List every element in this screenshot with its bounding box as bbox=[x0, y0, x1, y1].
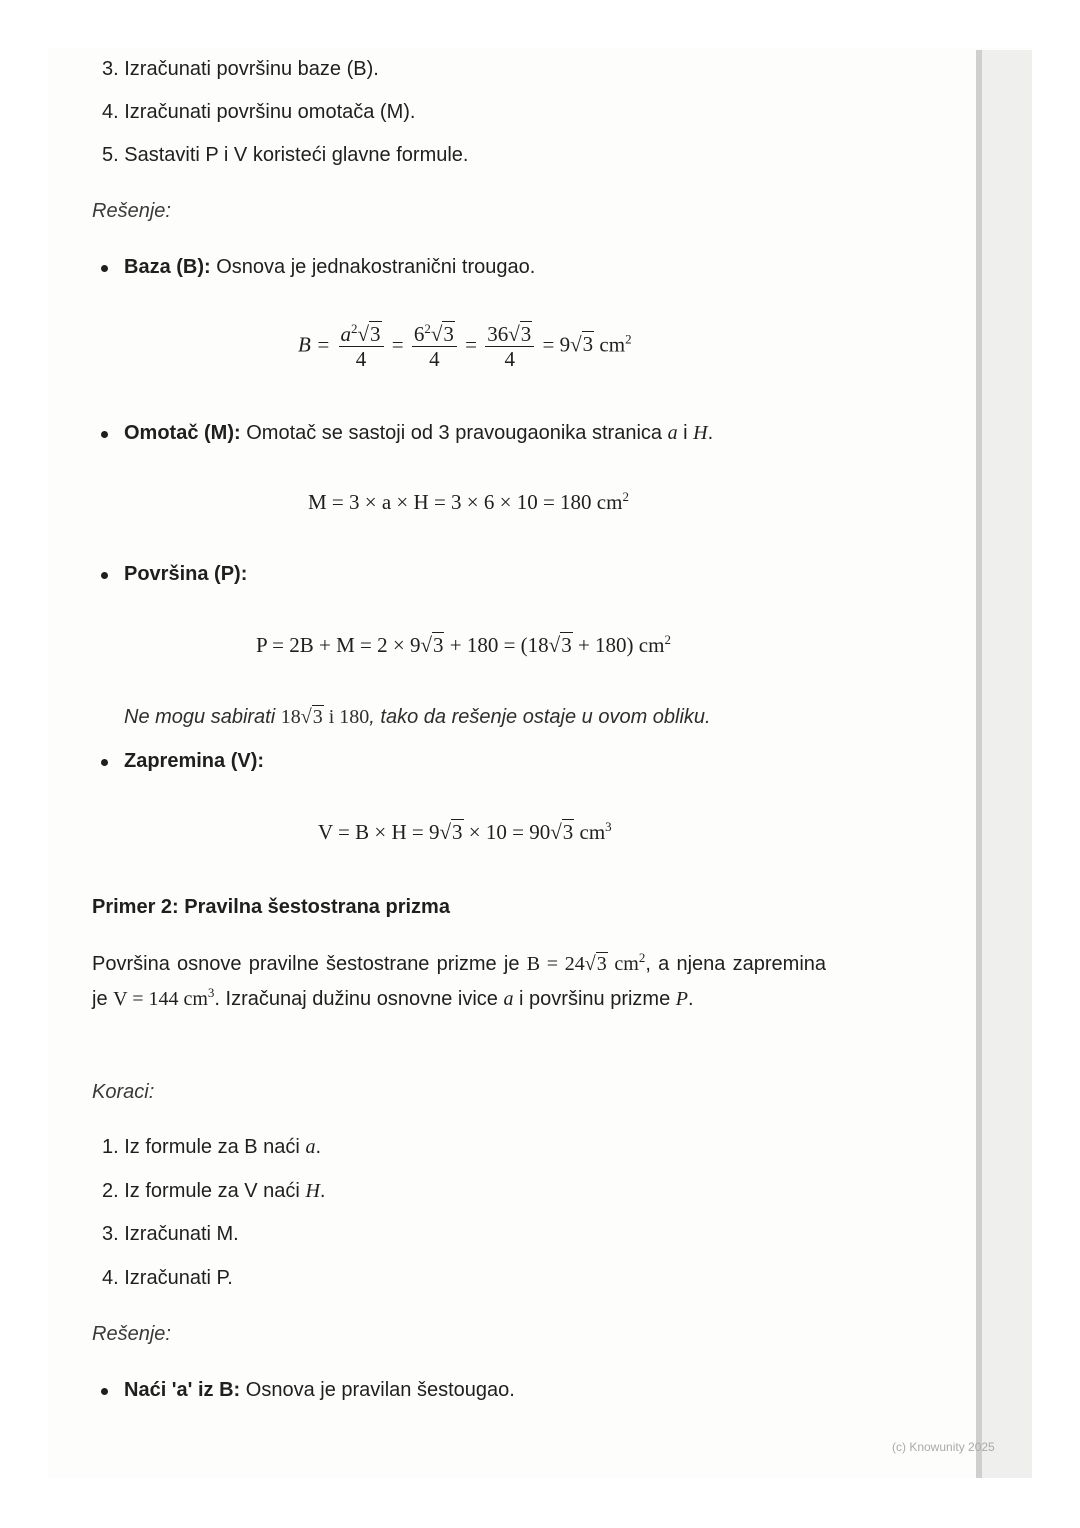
bullet-zapremina: Zapremina (V): bbox=[124, 750, 265, 772]
list-item: 4. Izračunati P. bbox=[102, 1267, 233, 1289]
footer-copyright: (c) Knowunity 2025 bbox=[892, 1440, 995, 1454]
example-paragraph: Površina osnove pravilne šestostrane prizme je B = 24√3 $cm^2$, a njena zapremina je V = 144 $cm^3$. Izračunaj dužinu osnovne ivice a i površinu prizme P. bbox=[92, 950, 827, 1010]
example-title: Primer 2: Pravilna šestostrana prizma bbox=[92, 896, 450, 918]
scrollbar[interactable] bbox=[976, 50, 1032, 1478]
list-item: 2. Iz formule za V naći H. bbox=[102, 1180, 326, 1202]
bullet-icon bbox=[101, 572, 108, 579]
formula-volume: V = B × H = 9√3 × 10 = 90√3 $cm^3$ bbox=[318, 819, 612, 844]
solution-label: Rešenje: bbox=[92, 200, 171, 222]
list-item: 4. Izračunati površinu omotača (M). bbox=[102, 101, 416, 123]
bullet-icon bbox=[101, 265, 108, 272]
bullet-povrsina: Površina (P): bbox=[124, 563, 248, 585]
formula-lateral-area: M = 3 × a × H = 3 × 6 × 10 = 180 $cm^2$ bbox=[308, 489, 629, 514]
list-item: 1. Iz formule za B naći a. bbox=[102, 1136, 321, 1158]
bullet-icon bbox=[101, 1388, 108, 1395]
scrollbar-thumb[interactable] bbox=[976, 50, 982, 1478]
solution-label: Rešenje: bbox=[92, 1323, 171, 1345]
bullet-baza: Baza (B): Osnova je jednakostranični trougao. bbox=[124, 256, 536, 278]
bullet-omotac: Omotač (M): Omotač se sastoji od 3 pravougaonika stranica a i H. bbox=[124, 422, 714, 444]
steps-label: Koraci: bbox=[92, 1081, 155, 1103]
list-item: 5. Sastaviti P i V koristeći glavne formule. bbox=[102, 144, 469, 166]
bullet-icon bbox=[101, 759, 108, 766]
list-item: 3. Izračunati M. bbox=[102, 1223, 239, 1245]
formula-base-area: B = $\frac{a^2√3}{4}$ = $\frac{6^2√3}{4}$ = $\frac{36√3}{4}$ = 9√3 $cm^2$ bbox=[298, 321, 632, 371]
note-text: Ne mogu sabirati 18√3 i 180, tako da rešenje ostaje u ovom obliku. bbox=[124, 706, 711, 728]
list-item: 3. Izračunati površinu baze (B). bbox=[102, 58, 379, 80]
formula-surface-area: P = 2B + M = 2 × 9√3 + 180 = (18√3 + 180) $cm^2$ bbox=[256, 632, 671, 657]
bullet-naci-a: Naći 'a' iz B: Osnova je pravilan šestougao. bbox=[124, 1379, 515, 1401]
bullet-icon bbox=[101, 431, 108, 438]
